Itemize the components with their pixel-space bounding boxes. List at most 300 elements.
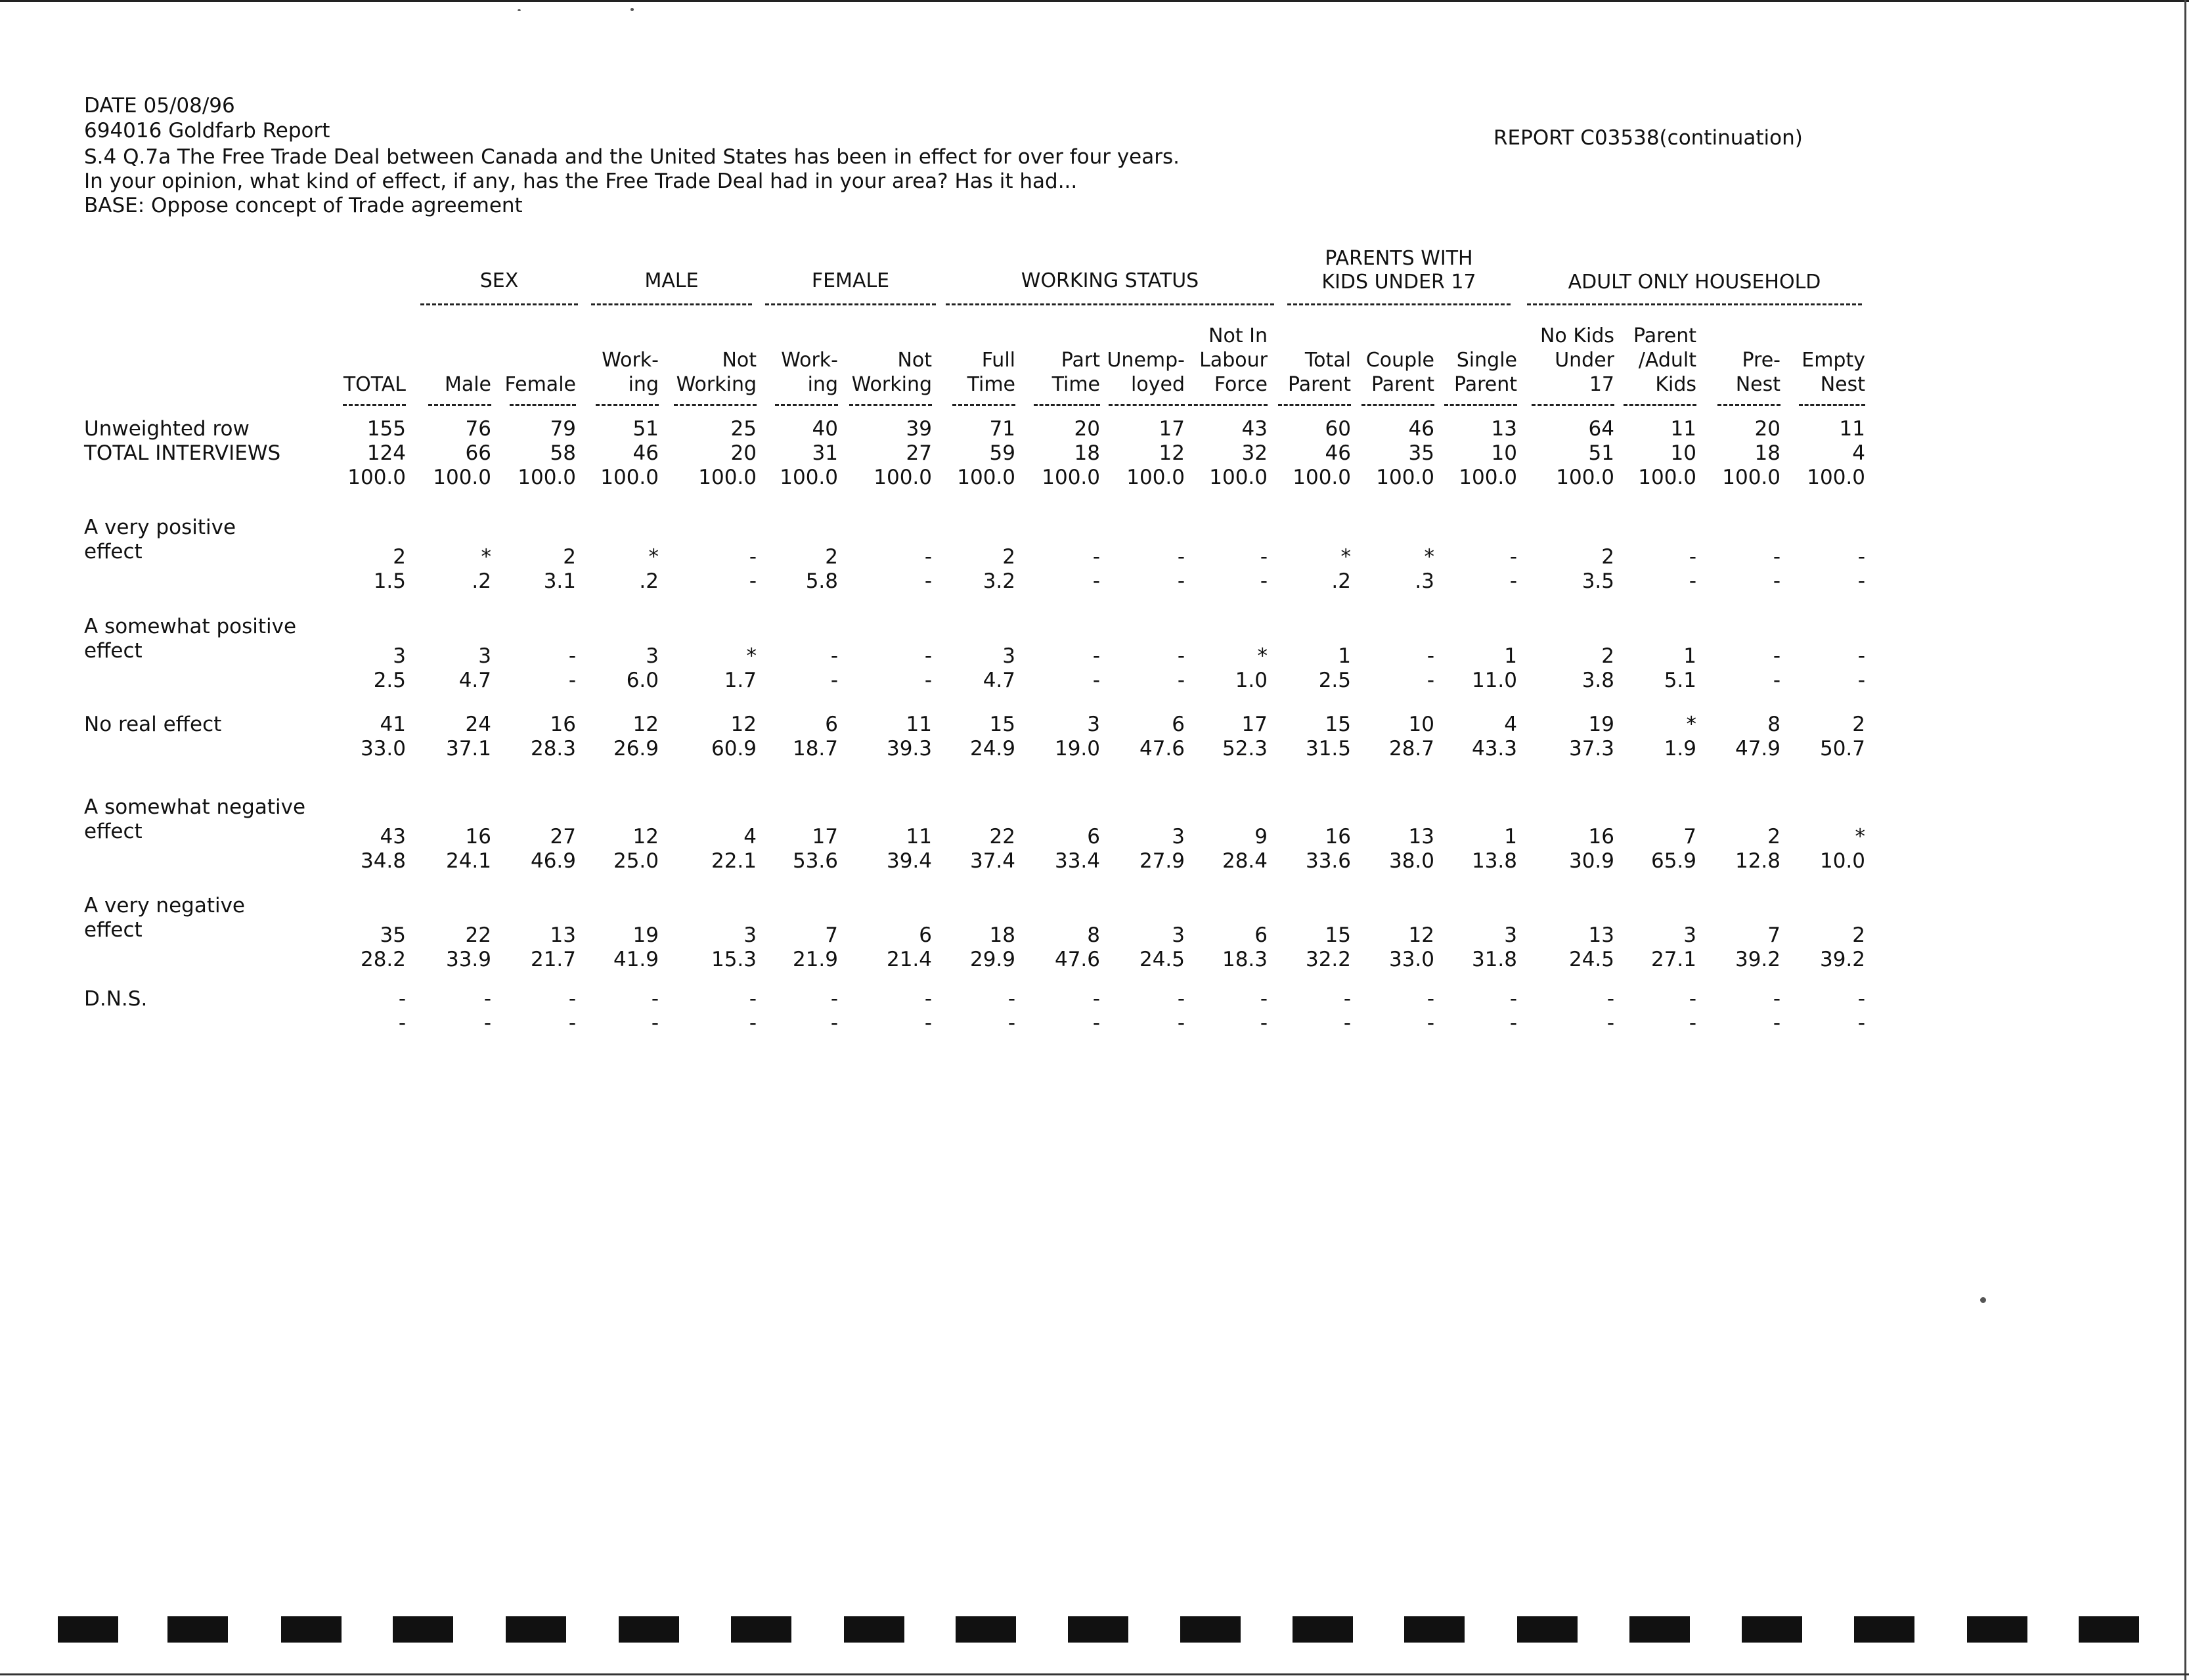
column-underline — [1717, 404, 1780, 406]
column-header: Unemp- — [1107, 349, 1185, 372]
table-cell: 6 — [1254, 923, 1268, 947]
table-cell: - — [749, 987, 757, 1011]
column-header: Not — [897, 349, 932, 372]
column-header: Not In — [1208, 324, 1268, 347]
table-cell: - — [651, 1011, 659, 1035]
table-cell: 47.6 — [1054, 948, 1100, 971]
table-cell: 11.0 — [1471, 669, 1517, 692]
table-cell: * — [1340, 545, 1351, 569]
group-male: MALE — [644, 269, 699, 292]
table-cell: 13.8 — [1471, 849, 1517, 873]
table-cell: 65.9 — [1650, 849, 1696, 873]
column-header: ing — [807, 373, 838, 396]
table-cell: - — [1509, 545, 1517, 569]
question-line-1: S.4 Q.7a The Free Trade Deal between Canada and the United States has been in effect for over four years. — [84, 145, 1180, 169]
group-underline — [591, 303, 752, 305]
table-cell: 33.9 — [445, 948, 491, 971]
table-cell: 12 — [632, 713, 659, 736]
table-cell: - — [1857, 569, 1865, 593]
table-cell: 22 — [989, 825, 1015, 849]
column-underline — [1799, 404, 1865, 406]
punch-mark — [1629, 1616, 1690, 1643]
table-cell: * — [1257, 644, 1268, 668]
table-cell: 28.2 — [360, 948, 406, 971]
table-cell: 35 — [1408, 441, 1434, 465]
table-cell: - — [1177, 569, 1185, 593]
column-header: Work- — [602, 349, 659, 372]
table-cell: 39.4 — [886, 849, 932, 873]
column-header: Female — [504, 373, 576, 396]
column-header: Nest — [1820, 373, 1865, 396]
table-cell: 46 — [632, 441, 659, 465]
table-cell: 38.0 — [1388, 849, 1434, 873]
table-cell: 76 — [465, 417, 491, 441]
table-cell: 17 — [812, 825, 838, 849]
column-underline — [952, 404, 1015, 406]
table-cell: 25.0 — [613, 849, 659, 873]
table-cell: 7 — [825, 923, 838, 947]
table-cell: 100.0 — [957, 466, 1015, 489]
table-cell: 2 — [1852, 713, 1865, 736]
table-cell: 33.0 — [1388, 948, 1434, 971]
table-cell: 13 — [1588, 923, 1614, 947]
table-cell: 4.7 — [458, 669, 491, 692]
table-cell: 16 — [1325, 825, 1351, 849]
table-cell: 3 — [1002, 644, 1015, 668]
table-cell: 100.0 — [780, 466, 838, 489]
table-cell: 10.0 — [1819, 849, 1865, 873]
table-cell: 2 — [1601, 545, 1614, 569]
column-header: Working — [851, 373, 932, 396]
column-header: Force — [1214, 373, 1268, 396]
table-cell: 43 — [380, 825, 406, 849]
table-cell: 58 — [550, 441, 576, 465]
column-header: Parent — [1287, 373, 1351, 396]
table-cell: - — [1343, 1011, 1351, 1035]
table-cell: 50.7 — [1819, 737, 1865, 761]
table-cell: 100.0 — [1807, 466, 1865, 489]
table-cell: 2.5 — [1318, 669, 1351, 692]
table-cell: - — [1773, 669, 1780, 692]
table-cell: 1 — [1504, 644, 1517, 668]
scan-speck — [1980, 1297, 1986, 1303]
column-header: /Adult — [1638, 349, 1696, 372]
table-cell: 12 — [1159, 441, 1185, 465]
table-cell: - — [1857, 545, 1865, 569]
table-cell: 46 — [1325, 441, 1351, 465]
table-cell: - — [568, 644, 576, 668]
table-cell: 28.7 — [1388, 737, 1434, 761]
table-cell: 51 — [1588, 441, 1614, 465]
table-cell: 3.2 — [983, 569, 1015, 593]
column-underline — [674, 404, 757, 406]
table-cell: .2 — [472, 569, 491, 593]
table-cell: 15.3 — [711, 948, 757, 971]
table-cell: - — [1092, 669, 1100, 692]
column-underline — [849, 404, 932, 406]
column-underline — [1034, 404, 1100, 406]
table-cell: .2 — [1331, 569, 1351, 593]
table-cell: 32.2 — [1305, 948, 1351, 971]
table-cell: 37.3 — [1568, 737, 1614, 761]
table-cell: - — [1007, 987, 1015, 1011]
table-cell: 34.8 — [360, 849, 406, 873]
table-cell: - — [398, 1011, 406, 1035]
column-underline — [1532, 404, 1614, 406]
row-label: A somewhat negative — [84, 795, 306, 819]
punch-mark — [281, 1616, 342, 1643]
table-cell: 1 — [1683, 644, 1696, 668]
punch-mark — [619, 1616, 679, 1643]
column-underline — [1444, 404, 1517, 406]
table-cell: 3 — [478, 644, 491, 668]
table-cell: 39.3 — [886, 737, 932, 761]
group-underline — [946, 303, 1274, 305]
table-cell: - — [749, 1011, 757, 1035]
table-cell: 100.0 — [600, 466, 659, 489]
table-cell: 2 — [563, 545, 576, 569]
scan-bottom-edge — [0, 1673, 2189, 1675]
table-cell: 18 — [989, 923, 1015, 947]
table-cell: 6 — [919, 923, 932, 947]
table-cell: 1.0 — [1235, 669, 1268, 692]
column-underline — [1109, 404, 1185, 406]
table-cell: 18.7 — [792, 737, 838, 761]
table-cell: 71 — [989, 417, 1015, 441]
group-underline — [420, 303, 578, 305]
column-header: Male — [444, 373, 491, 396]
table-cell: 37.1 — [445, 737, 491, 761]
table-cell: 39.2 — [1735, 948, 1780, 971]
column-header: Time — [967, 373, 1015, 396]
table-cell: 3 — [1683, 923, 1696, 947]
table-cell: 24.5 — [1139, 948, 1185, 971]
table-cell: 100.0 — [1722, 466, 1780, 489]
punch-mark — [1404, 1616, 1465, 1643]
table-cell: - — [1773, 987, 1780, 1011]
table-cell: 43 — [1241, 417, 1268, 441]
group-working-status: WORKING STATUS — [1021, 269, 1199, 292]
column-header: Time — [1051, 373, 1100, 396]
table-cell: - — [924, 987, 932, 1011]
punch-mark — [1293, 1616, 1353, 1643]
table-cell: 9 — [1254, 825, 1268, 849]
table-cell: 27.1 — [1650, 948, 1696, 971]
table-cell: 27 — [550, 825, 576, 849]
table-cell: 20 — [1754, 417, 1780, 441]
column-header: Parent — [1371, 373, 1434, 396]
table-cell: 12 — [632, 825, 659, 849]
table-cell: 100.0 — [1209, 466, 1268, 489]
table-cell: - — [651, 987, 659, 1011]
table-cell: 6.0 — [626, 669, 659, 692]
row-label: effect — [84, 540, 143, 564]
table-cell: 47.9 — [1735, 737, 1780, 761]
table-cell: - — [1426, 644, 1434, 668]
row-label: A somewhat positive — [84, 615, 297, 638]
table-cell: * — [1855, 825, 1865, 849]
table-cell: 5.1 — [1664, 669, 1696, 692]
table-cell: - — [1092, 987, 1100, 1011]
table-cell: 2.5 — [373, 669, 406, 692]
table-cell: - — [1177, 669, 1185, 692]
table-cell: 2 — [1002, 545, 1015, 569]
table-cell: 24.9 — [969, 737, 1015, 761]
column-header: Single — [1456, 349, 1517, 372]
table-cell: 41 — [380, 713, 406, 736]
table-cell: 12 — [1408, 923, 1434, 947]
table-cell: 11 — [906, 825, 932, 849]
table-cell: 6 — [825, 713, 838, 736]
table-cell: - — [568, 1011, 576, 1035]
table-cell: 16 — [465, 825, 491, 849]
row-label: TOTAL INTERVIEWS — [84, 441, 281, 465]
table-cell: 16 — [550, 713, 576, 736]
table-cell: - — [1857, 644, 1865, 668]
table-cell: 3 — [393, 644, 406, 668]
table-cell: 3 — [1087, 713, 1100, 736]
table-cell: - — [830, 1011, 838, 1035]
table-cell: * — [746, 644, 757, 668]
question-line-2: In your opinion, what kind of effect, if any, has the Free Trade Deal had in your area? Has it had... — [84, 169, 1078, 193]
table-cell: 4 — [743, 825, 757, 849]
table-cell: 21.9 — [792, 948, 838, 971]
table-cell: 53.6 — [792, 849, 838, 873]
row-label: effect — [84, 639, 143, 663]
table-cell: 11 — [1670, 417, 1696, 441]
base-line: BASE: Oppose concept of Trade agreement — [84, 194, 523, 217]
table-cell: - — [1509, 569, 1517, 593]
table-cell: 1.9 — [1664, 737, 1696, 761]
table-cell: 1.5 — [373, 569, 406, 593]
column-header: Pre- — [1742, 349, 1780, 372]
table-cell: 18 — [1754, 441, 1780, 465]
column-header: Empty — [1802, 349, 1865, 372]
table-cell: 26.9 — [613, 737, 659, 761]
table-cell: 22 — [465, 923, 491, 947]
table-cell: 15 — [989, 713, 1015, 736]
table-cell: - — [1260, 987, 1268, 1011]
report-date: DATE 05/08/96 — [84, 94, 235, 118]
table-cell: 64 — [1588, 417, 1614, 441]
table-cell: 19 — [1588, 713, 1614, 736]
table-cell: - — [1509, 1011, 1517, 1035]
table-cell: 60 — [1325, 417, 1351, 441]
table-cell: 100.0 — [698, 466, 757, 489]
table-cell: 33.0 — [360, 737, 406, 761]
table-cell: - — [1773, 569, 1780, 593]
punch-mark — [1068, 1616, 1128, 1643]
group-parents-line-1: PARENTS WITH — [1325, 247, 1473, 270]
table-cell: 15 — [1325, 713, 1351, 736]
column-header: Parent — [1633, 324, 1696, 347]
column-underline — [428, 404, 491, 406]
table-cell: - — [1092, 545, 1100, 569]
table-cell: 7 — [1767, 923, 1780, 947]
table-cell: 51 — [632, 417, 659, 441]
column-underline — [1361, 404, 1434, 406]
table-cell: * — [1424, 545, 1434, 569]
group-underline — [1527, 303, 1862, 305]
table-cell: 3 — [646, 644, 659, 668]
table-cell: 33.6 — [1305, 849, 1351, 873]
row-label: D.N.S. — [84, 987, 148, 1011]
punch-mark — [1742, 1616, 1802, 1643]
report-name: 694016 Goldfarb Report — [84, 119, 330, 143]
table-cell: - — [398, 987, 406, 1011]
table-cell: 18 — [1074, 441, 1100, 465]
table-cell: * — [1686, 713, 1696, 736]
group-female: FEMALE — [811, 269, 890, 292]
table-cell: 60.9 — [711, 737, 757, 761]
table-cell: 100.0 — [433, 466, 491, 489]
table-cell: 2 — [1767, 825, 1780, 849]
table-cell: - — [1177, 545, 1185, 569]
column-underline — [775, 404, 838, 406]
table-cell: 155 — [366, 417, 406, 441]
column-header: Parent — [1453, 373, 1517, 396]
table-cell: 13 — [1408, 825, 1434, 849]
table-cell: - — [924, 1011, 932, 1035]
table-cell: 20 — [730, 441, 757, 465]
table-cell: - — [1343, 987, 1351, 1011]
column-header: Total — [1304, 349, 1351, 372]
row-label: A very positive — [84, 516, 236, 539]
table-cell: - — [924, 669, 932, 692]
table-cell: 11 — [1839, 417, 1865, 441]
table-cell: 17 — [1241, 713, 1268, 736]
punch-mark — [58, 1616, 118, 1643]
table-cell: 100.0 — [1293, 466, 1351, 489]
table-cell: 10 — [1491, 441, 1517, 465]
punch-mark — [1967, 1616, 2027, 1643]
table-cell: 2 — [1852, 923, 1865, 947]
table-cell: 100.0 — [1126, 466, 1185, 489]
table-cell: 24.1 — [445, 849, 491, 873]
table-cell: 13 — [550, 923, 576, 947]
punch-mark — [1517, 1616, 1578, 1643]
column-header: No Kids — [1539, 324, 1614, 347]
table-cell: - — [1606, 987, 1614, 1011]
table-cell: - — [483, 1011, 491, 1035]
table-cell: .2 — [639, 569, 659, 593]
table-cell: 3.8 — [1581, 669, 1614, 692]
column-header: Part — [1061, 349, 1100, 372]
table-cell: 7 — [1683, 825, 1696, 849]
row-label: Unweighted row — [84, 417, 250, 441]
column-header: Under — [1555, 349, 1614, 372]
row-label: effect — [84, 918, 143, 942]
table-cell: 17 — [1159, 417, 1185, 441]
column-header: 17 — [1589, 373, 1614, 396]
punch-mark — [844, 1616, 904, 1643]
table-cell: 4 — [1504, 713, 1517, 736]
table-cell: - — [1773, 545, 1780, 569]
table-cell: 2 — [393, 545, 406, 569]
punch-mark — [393, 1616, 453, 1643]
table-cell: 10 — [1408, 713, 1434, 736]
column-underline — [1278, 404, 1351, 406]
table-cell: 3.1 — [543, 569, 576, 593]
table-cell: 15 — [1325, 923, 1351, 947]
table-cell: 3 — [1172, 923, 1185, 947]
table-cell: - — [1689, 545, 1696, 569]
table-cell: 32 — [1241, 441, 1268, 465]
table-cell: 3 — [1504, 923, 1517, 947]
table-cell: 24.5 — [1568, 948, 1614, 971]
table-cell: 40 — [812, 417, 838, 441]
scan-speck — [630, 8, 634, 11]
table-cell: - — [1260, 569, 1268, 593]
table-cell: 52.3 — [1222, 737, 1268, 761]
scan-speck — [518, 9, 521, 11]
table-cell: 100.0 — [873, 466, 932, 489]
table-cell: 41.9 — [613, 948, 659, 971]
table-cell: 21.4 — [886, 948, 932, 971]
table-cell: - — [1857, 1011, 1865, 1035]
table-cell: * — [648, 545, 659, 569]
table-cell: 4.7 — [983, 669, 1015, 692]
table-cell: .3 — [1415, 569, 1434, 593]
table-cell: - — [830, 644, 838, 668]
table-cell: 2 — [825, 545, 838, 569]
table-cell: - — [1509, 987, 1517, 1011]
column-header: loyed — [1131, 373, 1185, 396]
column-header: Couple — [1365, 349, 1434, 372]
table-cell: 30.9 — [1568, 849, 1614, 873]
table-cell: 46 — [1408, 417, 1434, 441]
column-underline — [1624, 404, 1696, 406]
table-cell: - — [749, 545, 757, 569]
table-cell: 47.6 — [1139, 737, 1185, 761]
table-cell: 59 — [989, 441, 1015, 465]
table-cell: 22.1 — [711, 849, 757, 873]
table-cell: - — [830, 987, 838, 1011]
table-cell: 11 — [906, 713, 932, 736]
table-cell: 31.8 — [1471, 948, 1517, 971]
table-cell: - — [1260, 545, 1268, 569]
table-cell: 28.3 — [530, 737, 576, 761]
table-cell: - — [924, 545, 932, 569]
table-cell: - — [1426, 987, 1434, 1011]
table-cell: - — [1689, 569, 1696, 593]
table-cell: 19 — [632, 923, 659, 947]
table-cell: 1 — [1338, 644, 1351, 668]
scan-right-edge — [2184, 0, 2186, 1680]
table-cell: - — [1773, 1011, 1780, 1035]
table-cell: 3 — [1172, 825, 1185, 849]
column-underline — [596, 404, 659, 406]
column-header: ing — [628, 373, 659, 396]
table-cell: - — [1773, 644, 1780, 668]
column-header: Labour — [1199, 349, 1268, 372]
table-cell: 1.7 — [724, 669, 757, 692]
table-cell: - — [1426, 1011, 1434, 1035]
table-cell: 39 — [906, 417, 932, 441]
table-cell: 100.0 — [1376, 466, 1434, 489]
table-cell: - — [1177, 987, 1185, 1011]
group-sex: SEX — [479, 269, 519, 292]
table-cell: 31 — [812, 441, 838, 465]
punch-mark — [1854, 1616, 1914, 1643]
table-cell: 18.3 — [1222, 948, 1268, 971]
table-cell: - — [1426, 669, 1434, 692]
punch-mark — [167, 1616, 228, 1643]
table-cell: 6 — [1087, 825, 1100, 849]
row-label: A very negative — [84, 894, 246, 917]
table-cell: - — [1177, 1011, 1185, 1035]
table-cell: 12 — [730, 713, 757, 736]
